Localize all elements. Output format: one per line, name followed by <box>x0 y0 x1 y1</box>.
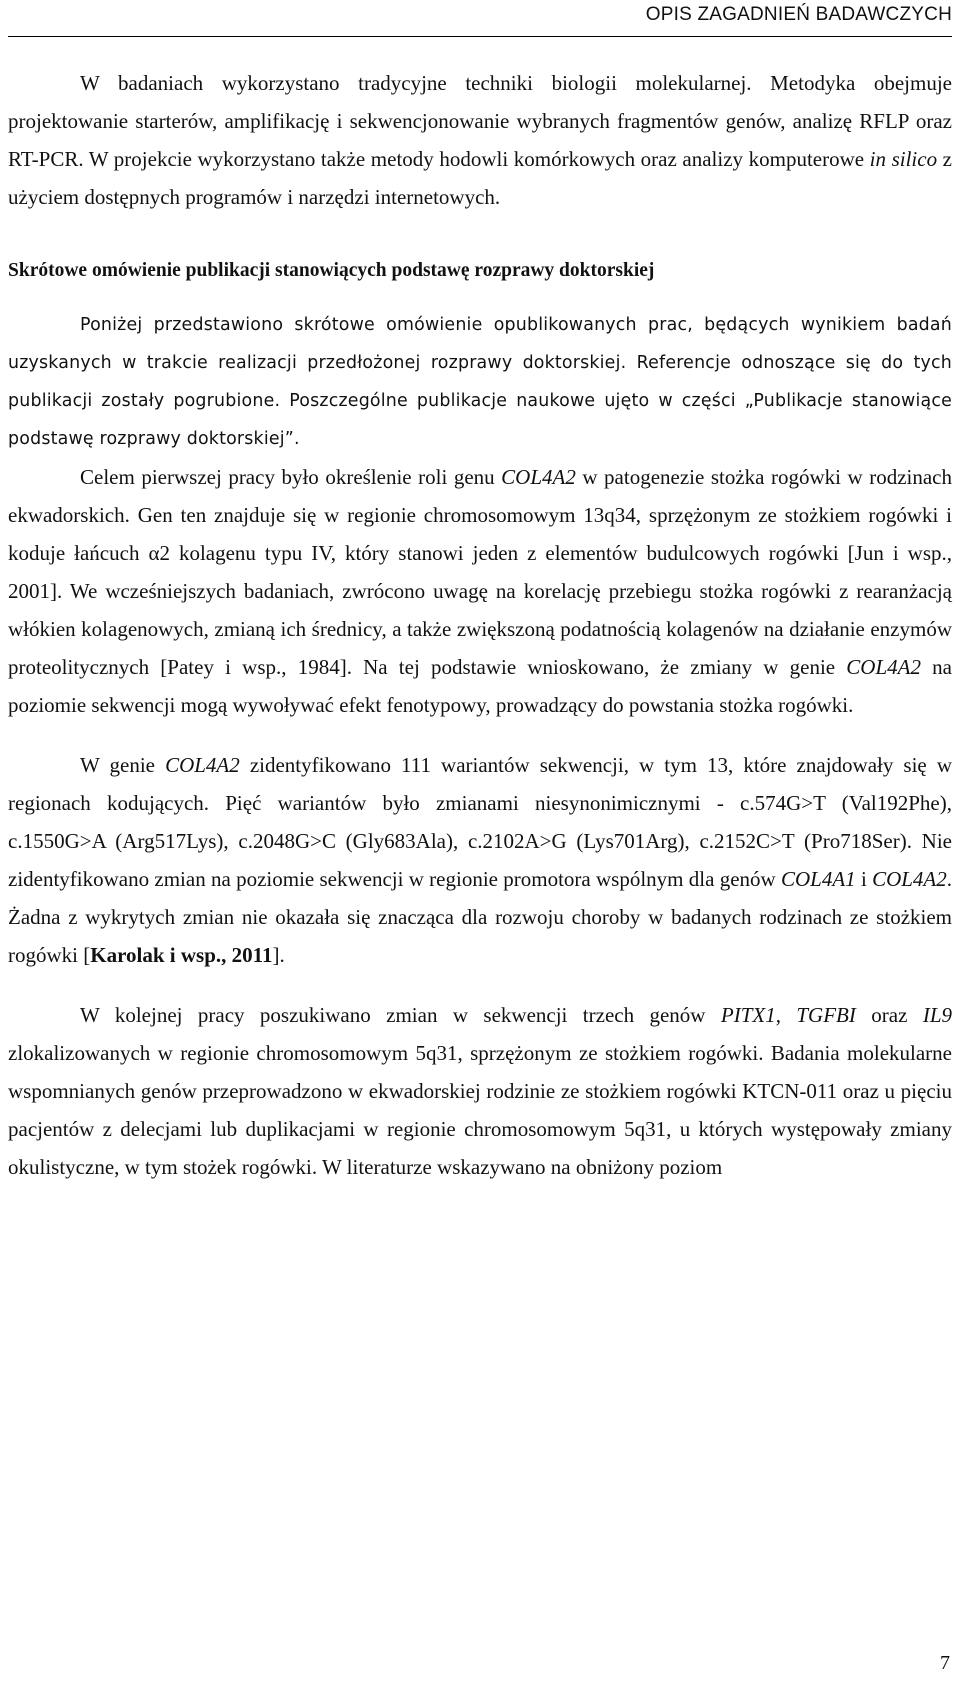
gene-name: COL4A1 <box>780 867 856 891</box>
text: i <box>855 867 873 891</box>
header-title: OPIS ZAGADNIEŃ BADAWCZYCH <box>645 4 952 25</box>
text: zidentyfikowano 111 wariantów sekwencji, w tym 13, które znajdowały się w regionach kodujących. Pięć wariantów było zmianami niesynonimicznymi - c.574G>T (Val192Phe), c.1550G>A (Arg517Lys), c.2048G>C (Gly683Ala), c.2102A>G (Lys701Arg), c.2152C>T (Pro718Ser). Nie zidentyfikowano zmian na poziomie sekwencji w regionie promotora wspólnym dla genów <box>8 753 952 891</box>
page-number: 7 <box>940 1652 950 1674</box>
bold-reference: Karolak i wsp., 2011 <box>90 943 273 967</box>
gene-name: COL4A2 <box>165 753 240 777</box>
text: . Żadna z wykrytych zmian nie okazała się znacząca dla rozwoju choroby w badanych rodzinach ze stożkiem rogówki [ <box>8 867 952 967</box>
text: na poziomie sekwencji mogą wywoływać efekt fenotypowy, prowadzący do powstania stożka rogówki. <box>8 655 952 717</box>
text: zlokalizowanych w regionie chromosomowym 5q31, sprzężonym ze stożkiem rogówki. Badania molekularne wspomnianych genów przeprowadzono w ekwadorskiej rodzinie ze stożkiem rogówki KTCN-011 oraz u pięciu pacjentów z delecjami lub duplikacjami w regionie chromosomowym 5q31, u których występowały zmiany okulistyczne, w tym stożek rogówki. W literaturze wskazywano na obniżony poziom <box>8 1041 952 1179</box>
gene-name: IL9 <box>922 1003 953 1027</box>
methods-paragraph <box>8 64 952 216</box>
paper2-paragraph <box>8 996 952 1186</box>
gene-name: TGFBI <box>796 1003 856 1027</box>
methods-text-end: z użyciem dostępnych programów i narzędzi internetowych. <box>8 147 952 209</box>
text: W kolejnej pracy poszukiwano zmian w sekwencji trzech genów <box>80 1003 721 1027</box>
gene-name: COL4A2 <box>501 465 576 489</box>
text: ]. <box>272 943 285 967</box>
in-silico-term: in silico <box>869 147 938 171</box>
text: oraz <box>855 1003 923 1027</box>
summary-paragraph: Poniżej przedstawiono skrótowe omówienie opublikowanych prac, będących wynikiem badań uzyskanych w trakcie realizacji przedłożonej rozprawy doktorskiej. Referencje odnoszące się do tych publikacji zostały pogrubione. Poszczególne publikacje naukowe ujęto w części „Publikacje stanowiące podstawę rozprawy doktorskiej”. <box>8 315 952 449</box>
text: w patogenezie stożka rogówki w rodzinach ekwadorskich. Gen ten znajduje się w regionie chromosomowym 13q34, sprzężonym ze stożkiem rogówki i koduje łańcuch α2 kolagenu typu IV, który stanowi jeden z elementów budulcowych rogówki [Jun i wsp., 2001]. We wcześniejszych badaniach, zwrócono uwagę na korelację przebiegu stożka rogówki z rearanżacją włókien kolagenowych, zmianą ich średnicy, a także zwiększoną podatnością kolagenów na działanie enzymów proteolitycznych [Patey i wsp., 1984]. Na tej podstawie wnioskowano, że zmiany w genie <box>8 465 952 679</box>
text: W genie <box>80 753 166 777</box>
gene-name: COL4A2 <box>846 655 921 679</box>
paper1-paragraph-2 <box>8 746 952 974</box>
gene-name: PITX1 <box>720 1003 776 1027</box>
section-heading: Skrótowe omówienie publikacji stanowiących podstawę rozprawy doktorskiej <box>8 260 655 281</box>
text: , <box>775 1003 797 1027</box>
gene-name: COL4A2 <box>872 867 947 891</box>
page-body <box>8 64 952 1186</box>
paper1-paragraph-1 <box>8 458 952 724</box>
text: Celem pierwszej pracy było określenie roli genu <box>80 465 502 489</box>
methods-text: W badaniach wykorzystano tradycyjne techniki biologii molekularnej. Metodyka obejmuje projektowanie starterów, amplifikację i sekwencjonowanie wybranych fragmentów genów, analizę RFLP oraz RT-PCR. W projekcie wykorzystano także metody hodowli komórkowych oraz analizy komputerowe <box>8 71 952 171</box>
running-header <box>8 0 952 37</box>
